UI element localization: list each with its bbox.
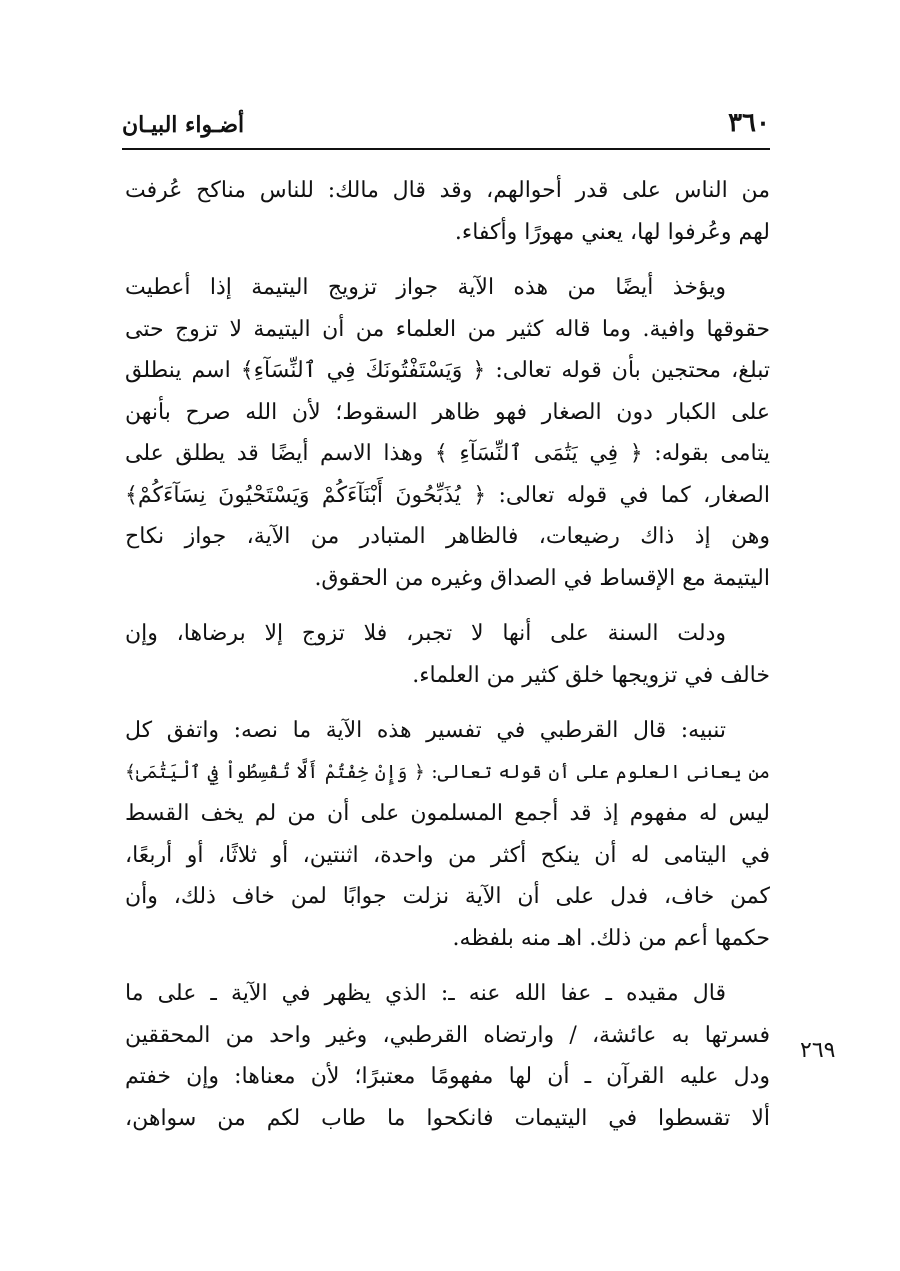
text-line-with-quran-verse: تبلغ، محتجين بأن قوله تعالى: ﴿ وَيَسْتَفْتُونَكَ فِي ٱلنِّسَآءِ﴾ اسم ينطلق xyxy=(125,358,770,383)
text-line: كمن خاف، فدل على أن الآية نزلت جوابًا لمن خاف ذلك، وأن xyxy=(125,884,770,909)
text-line: من الناس على قدر أحوالهم، وقد قال مالك: للناس مناكح عُرفت xyxy=(125,178,770,203)
header-rule xyxy=(122,148,770,150)
text-line: قال مقيده ـ عفا الله عنه ـ: الذي يظهر في الآية ـ على ما xyxy=(125,981,726,1006)
text-line-with-quran-verse: يتامى بقوله: ﴿ فِي يَتَٰمَى ٱلنِّسَآءِ ﴾ وهذا الاسم أيضًا قد يطلق على xyxy=(125,441,770,466)
text-line: ودل عليه القرآن ـ أن لها مفهومًا معتبرًا؛ لأن معناها: وإن خفتم xyxy=(125,1064,770,1089)
text-line: ودلت السنة على أنها لا تجبر، فلا تزوج إلا برضاها، وإن xyxy=(125,621,726,646)
paragraph-4-note xyxy=(125,710,770,959)
text-line: وهن إذ ذاك رضيعات، فالظاهر المتبادر من الآية، جواز نكاح xyxy=(125,524,770,549)
text-line: حقوقها وافية. وما قاله كثير من العلماء من أن اليتيمة لا تزوج حتى xyxy=(125,316,770,342)
margin-page-reference: ٢٦٩ xyxy=(800,1038,836,1063)
text-line: ويؤخذ أيضًا من هذه الآية جواز تزويج اليتيمة إذا أعطيت xyxy=(125,275,726,300)
running-title: أضـواء البيـان xyxy=(122,112,245,138)
text-line-with-quran-verse: الصغار، كما في قوله تعالى: ﴿ يُذَبِّحُونَ أَبْنَآءَكُمْ وَيَسْتَحْيُونَ نِسَآءَكُمْ﴾ xyxy=(125,482,770,508)
text-line: خالف في تزويجها خلق كثير من العلماء. xyxy=(412,662,770,688)
text-line: اليتيمة مع الإقساط في الصداق وغيره من الحقوق. xyxy=(314,565,770,591)
text-line: حكمها أعم من ذلك. اهـ منه بلفظه. xyxy=(452,925,770,951)
text-line: تنبيه: قال القرطبي في تفسير هذه الآية ما نصه: واتفق كل xyxy=(125,718,726,743)
paragraph-3 xyxy=(125,613,770,696)
text-line: لهم وعُرفوا لها، يعني مهورًا وأكفاء. xyxy=(454,219,770,245)
paragraph-2 xyxy=(125,267,770,599)
text-line: فسرتها به عائشة، / وارتضاه القرطبي، وغير واحد من المحققين xyxy=(125,1022,770,1048)
page-header xyxy=(122,108,770,148)
body-text xyxy=(125,170,770,1153)
paragraph-5 xyxy=(125,973,770,1139)
text-line: ليس له مفهوم إذ قد أجمع المسلمون على أن من لم يخف القسط xyxy=(125,801,770,826)
page-number: ٣٦٠ xyxy=(728,108,770,138)
text-line: على الكبار دون الصغار فهو ظاهر السقوط؛ لأن الله صرح بأنهن xyxy=(125,399,770,425)
text-line: في اليتامى له أن ينكح أكثر من واحدة، اثنتين، أو ثلاثًا، أو أربعًا، xyxy=(125,842,770,868)
paragraph-1 xyxy=(125,170,770,253)
text-line: ألا تقسطوا في اليتيمات فانكحوا ما طاب لكم من سواهن، xyxy=(125,1105,770,1131)
text-line-with-quran-verse: من يعانى العلوم على أن قوله تعالى: ﴿ وَإِنْ خِفْتُمْ أَلَّا تُقْسِطُواْ فِي ٱلْيَتَٰمَىٰ﴾ xyxy=(125,761,770,783)
